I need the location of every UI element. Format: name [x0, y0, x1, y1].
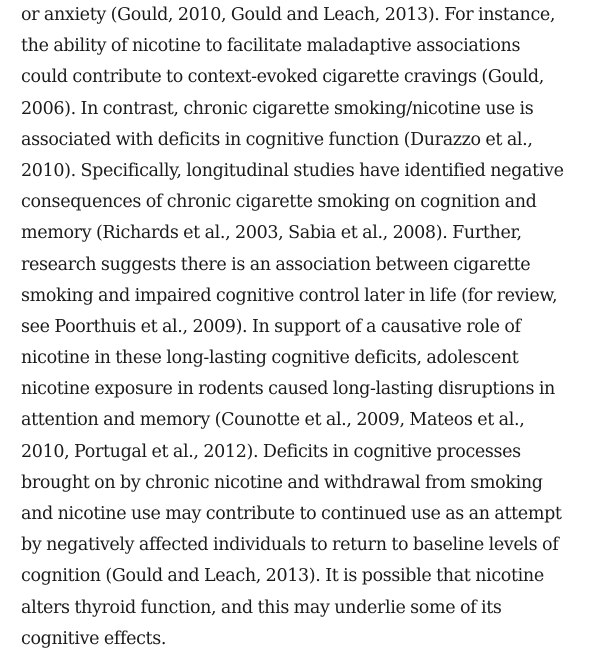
- text-line: research suggests there is an association between cigarette: [21, 254, 531, 275]
- text-line: by negatively affected individuals to return to baseline levels of: [21, 535, 559, 556]
- text-line: nicotine exposure in rodents caused long-lasting disruptions in: [21, 379, 555, 400]
- text-line: cognition (Gould and Leach, 2013). It is possible that nicotine: [21, 566, 544, 587]
- text-line: memory (Richards et al., 2003, Sabia et al., 2008). Further,: [21, 223, 522, 244]
- text-line: smoking and impaired cognitive control later in life (for review,: [21, 285, 558, 306]
- text-line: see Poorthuis et al., 2009). In support of a causative role of: [21, 316, 521, 337]
- text-line: consequences of chronic cigarette smoking on cognition and: [21, 192, 537, 213]
- text-line: alters thyroid function, and this may underlie some of its: [21, 597, 502, 618]
- text-line: and nicotine use may contribute to continued use as an attempt: [21, 504, 562, 524]
- text-line: 2010, Portugal et al., 2012). Deficits in cognitive processes: [21, 441, 521, 462]
- text-line: or anxiety (Gould, 2010, Gould and Leach, 2013). For instance,: [21, 5, 556, 25]
- text-line: brought on by chronic nicotine and withdrawal from smoking: [21, 472, 543, 493]
- text-line: the ability of nicotine to facilitate maladaptive associations: [21, 36, 521, 57]
- text-line: nicotine in these long-lasting cognitive deficits, adolescent: [21, 348, 519, 369]
- text-line: 2006). In contrast, chronic cigarette smoking/nicotine use is: [21, 98, 534, 119]
- text-line: 2010). Specifically, longitudinal studies have identified negative: [21, 160, 564, 181]
- text-line: associated with deficits in cognitive function (Durazzo et al.,: [21, 129, 533, 150]
- text-line: could contribute to context-evoked cigarette cravings (Gould,: [21, 67, 544, 88]
- text-line: cognitive effects.: [21, 628, 167, 649]
- body-paragraph: [21, 0, 596, 655]
- text-line: attention and memory (Counotte et al., 2009, Mateos et al.,: [21, 410, 525, 431]
